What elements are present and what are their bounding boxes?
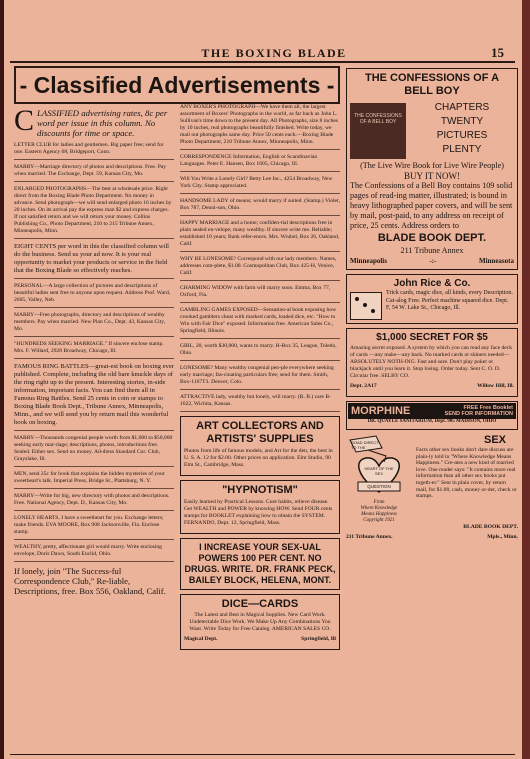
caption-from: From bbox=[373, 500, 385, 505]
dice-city: Springfield, Ill bbox=[301, 636, 336, 642]
sex-body: Facts other sex books don't dare discuss are plain-ly told in "Where Knowledge Means Happiness." Cre-ates a new kind of married love. One reader says: "It contains more real information than all other sex books put togeth-er." Sent in plain cover, by return mail, for $1.00, cash, money or-der, check or stamps. bbox=[416, 447, 517, 500]
classified-ad: MARRY—Write for big, new directory with photos and descriptions. Free. National Agency, Dept. D., Kansas City, Mo. bbox=[14, 493, 174, 511]
classified-ad: LONESOME? Many wealthy congenial peo-ple everywhere seeking early marriage; fas-cinating particulars free; send for them. Smith, Box-1167T3. Denver, Colo. bbox=[180, 365, 340, 390]
classified-ad: MARRY—Thousands congenial people worth from $1,000 to $50,000 seeking early mar-riage; descriptions, photos, introductions free. Sealed. Either sex. Send no money. Ad-dress Standard Cor. Club, Grayslake, Ill. bbox=[14, 435, 174, 467]
classified-banner: - Classified Advertisements - bbox=[14, 66, 340, 104]
classified-ad: ANY BOXER'S PHOTOGRAPH—We have them all, the largest assortment of Boxers' Photographs in the world, as far back as John L. Sullivan's time down to the present day. All Photographs, size 8 inches by 10 inches, real photographs beautifully finished. Write today, we mail out photographs same day. Price 50 cents each.—Boxing Blade Photo Department, 210 Tribune Annex, Minneapolis, Minn. bbox=[180, 104, 340, 150]
hypnotism-headline: "HYPNOTISM" bbox=[222, 484, 298, 496]
sexual-powers-ad bbox=[180, 538, 340, 590]
classified-ad: PERSONAL—A large collection of pictures and descriptions of beautiful ladies sent free to anyone upon request. Address Prof. Ward, 2605, Valley, Neb. bbox=[14, 283, 174, 308]
classified-ad: EIGHT CENTS per word in this the classified column will do the business. Send us your ad now. It is your real opportunity to market your products or service in the field that the Boxing Blade so effectively reaches. bbox=[14, 243, 174, 279]
dice-icon bbox=[350, 292, 382, 320]
running-header bbox=[4, 46, 522, 60]
page-number: 15 bbox=[491, 45, 504, 60]
classified-ad: MEN, send 25c for book that explains the hidden mysteries of your sweetheart's talk. Imperial Press, Bridge St., Plattsburg, N. Y. bbox=[14, 471, 174, 489]
john-rice-ad bbox=[346, 274, 518, 324]
caption-line-1: Where Knowledge bbox=[360, 506, 398, 511]
morphine-word: MORPHINE bbox=[351, 405, 411, 417]
secret-dept: Dept. 2A17 bbox=[350, 383, 377, 389]
classified-ad: HAPPY MARRIAGE and a home; confiden-tial descriptions free in plain sealed en-velope; many wealthy. If sincere write me. Reliable; established 10 years; Bank refer-ences. Mrs. Wrubel, Box 26, Oakland, Calif. bbox=[180, 220, 340, 252]
morphine-ad bbox=[346, 401, 518, 430]
heart-top-text: ROAD DIRECT TO THE bbox=[351, 440, 379, 450]
magazine-page bbox=[4, 0, 522, 759]
feature-pictures: PICTURES bbox=[436, 130, 488, 141]
secret-body: Amazing secret exposed. A system by which you can read any face deck of cards —any make—any back. No marked cards or shiners needed—ABSOLUTELY NOTH-ING. Fast and sure. Don't play poker or blackjack until you learn it. Stop losing. Order today. Sent C. O. D. Circular free. SELBY CO. bbox=[350, 345, 513, 379]
sexual-powers-text: I INCREASE YOUR SEX-UAL POWERS 100 PER CENT. NO DRUGS. WRITE. DR. FRANK PECK, BAILEY BLOCK, HELENA, MONT. bbox=[184, 542, 336, 585]
sex-city: Mpls., Minn. bbox=[487, 534, 518, 540]
classified-ad: WHY BE LONESOME? Correspond with our lady members. Names, addresses com-plete, $1.00. Cosmopolitan Club, Box 425-H, Venice, Calif. bbox=[180, 256, 340, 281]
caption-line-3: Copyright 1921 bbox=[363, 518, 395, 523]
city-sep: -:- bbox=[429, 257, 437, 265]
column-1 bbox=[14, 68, 174, 748]
classified-ad: LETTER CLUB for ladies and gentlemen. Big paper free; send for one. Eastern Agency 68, Bridgeport, Conn. bbox=[14, 142, 174, 160]
rates-intro bbox=[14, 104, 174, 138]
secret-ad bbox=[346, 328, 518, 397]
morphine-address: DR. QUAYLE SANITARIUM, Dept. 905 MADISON, OHIO bbox=[367, 419, 497, 424]
hypnotism-body: Easily learned by Practical Lessons. Cure habits, relieve disease. Get WEALTH and POWER by knowing HOW. Send FOUR cents stamps for BOOKLET explaining how to obtain the SYSTEM. FERNANDO, Dept. 12, Springfield, Mass. bbox=[184, 499, 333, 526]
book-cover-title: THE CONFESSIONS OF A BELL BOY bbox=[354, 113, 402, 125]
classified-ad: CORRESPONDENCE Information, English or Scandinavian Languages. Peter E. Hansen, Box 1605, Chicago, Ill. bbox=[180, 154, 340, 172]
page-edge bbox=[522, 0, 530, 759]
morphine-banner bbox=[348, 403, 516, 419]
magazine-title: THE BOXING BLADE bbox=[201, 46, 347, 60]
art-ad-body: Photos from life of famous models, and Art for the den, the best in U. S. A. 12 for $2.00. Other prices on application. Elm Studio, 90 Elm St., Cambridge, Mass. bbox=[184, 448, 333, 468]
dice-cards-body: The Latest and Best in Magical Supplies. New Card Work. Undetectable Dice Work. We Make Up Any Combinations You Want. Write Today for Free Catalog. AMERICAN SALES CO. bbox=[189, 612, 331, 632]
feature-chapters: CHAPTERS bbox=[434, 102, 490, 113]
sex-addr: 211 Tribune Annex. bbox=[346, 534, 393, 540]
bell-boy-buy: BUY IT NOW! bbox=[404, 171, 460, 181]
bell-boy-city bbox=[350, 256, 514, 266]
bell-boy-title: THE CONFESSIONS OF A BELL BOY bbox=[364, 72, 500, 97]
dice-cards-footer bbox=[184, 636, 336, 646]
sex-book-ad bbox=[346, 434, 518, 544]
city-left: Minneapolis bbox=[350, 257, 387, 265]
art-ad-headline: ART COLLECTORS AND ARTISTS' SUPPLIES bbox=[196, 420, 324, 445]
heart-illustration bbox=[346, 434, 412, 500]
classified-ad: MARRY—Marriage directory of photos and descriptions. Free. Pay when married. The Exchange, Dept. 59, Kansas City, Mo. bbox=[14, 164, 174, 182]
john-rice-headline: John Rice & Co. bbox=[393, 278, 471, 289]
sex-dept: BLADE BOOK DEPT. bbox=[463, 524, 518, 530]
column-2 bbox=[180, 104, 340, 748]
classified-ad: GIRL, 20, worth $30,000, wants to marry. H-Box 35, League, Toledo, Ohio. bbox=[180, 343, 340, 361]
bell-boy-feature bbox=[350, 101, 514, 161]
classified-ad: FAMOUS RING BATTLES—great-est book on boxing ever published. Complete, including the old bare knuckle days of the ring right up to the present. Interesting stories, in-side information, important facts. You can find them all in Famous Ring Battles. Send 25 cents in coin or stamps to Boxing Blade Book Dept., Tribune Annex, Minneapolis, Minn., and we will send you by return mail this wonderful book on boxing. bbox=[14, 363, 174, 431]
classified-ad: CHARMING WIDOW with farm will marry soon. Emma, Box 77, Oxford, Fla. bbox=[180, 285, 340, 303]
john-rice-body: Trick cards, magic dice, all kinds, every Description. Cat-alog Free. Perfect machine squared dice. Dept. F, 54 W. Lake St., Chicago, Ill. bbox=[386, 290, 513, 311]
classified-ad: WEALTHY, pretty, affectionate girl would marry. Write enclosing envelope, Doris Dawn, South Euclid, Ohio. bbox=[14, 544, 174, 562]
sex-footer bbox=[346, 534, 518, 544]
heart-caption bbox=[346, 500, 412, 524]
sex-headline: SEX bbox=[483, 434, 506, 446]
classified-ad: If lonely, join "The Success-ful Correspondence Club," Re-liable, Descriptions, free. Box 556, Oakland, Calif. bbox=[14, 566, 166, 596]
book-cover-image bbox=[350, 103, 406, 159]
classified-ad: MARRY—Free photographs, directory and descriptions of wealthy members. Pay when married. New Plan Co., Dept. 43, Kansas City, Mo. bbox=[14, 312, 174, 337]
hypnotism-ad bbox=[180, 480, 340, 534]
column-3 bbox=[346, 68, 518, 748]
classified-ad: "HUNDREDS SEEKING MARRIAGE." If sincere enclose stamp. Mrs. F. Willard, 2928 Broadway, Chicago, Ill. bbox=[14, 341, 174, 359]
classified-ad: HANDSOME LADY of means; would marry if suited. (Stamp.) Violet, Box 787, Denni-son, Ohio. bbox=[180, 198, 340, 216]
feature-plenty: PLENTY bbox=[442, 144, 482, 155]
classified-ad: Will You Write a Lonely Girl? Betty Lee Inc., 4254 Broadway, New York City. Stamp appreciated. bbox=[180, 176, 340, 194]
heart-mid-text: HEART OF THE SEX bbox=[364, 466, 394, 476]
city-right: Minneasota bbox=[478, 257, 514, 265]
header-rule bbox=[10, 61, 515, 63]
secret-city: Willow Hill, Ill. bbox=[477, 383, 514, 389]
feature-twenty: TWENTY bbox=[440, 116, 484, 127]
art-collectors-ad bbox=[180, 416, 340, 476]
secret-headline: $1,000 SECRET FOR $5 bbox=[376, 332, 488, 343]
dice-cards-ad bbox=[180, 594, 340, 650]
bell-boy-address: 211 Tribune Annex bbox=[400, 246, 464, 255]
classified-ad: ENLARGED PHOTOGRAPHS—The best at wholesale price. Right direct from the Boxing Blade Photo Department. No money in advance. Send photograph—we will send enlarged photo 16 inches by 20 inches. On its arrival pay the express man $2 and express charges. If not satisfied return and we will return your money. Collins Publishing Co., Photo Department, 210 to 215 Tribune Annex, Minneapolis, Minn. bbox=[14, 186, 174, 239]
classified-ad: GAMBLING GAMES EXPOSED—Sensation-al book exposing how crooked gamblers cheat with marked cards, loaded dice, etc. "How to Win with Fair Dice" exposed. Information free. American Sales Co., Springfield, Illinois. bbox=[180, 307, 340, 339]
heart-bottom-text: QUESTION bbox=[367, 484, 391, 489]
classified-ad: ATTRACTIVE lady, wealthy but lonely, will marry. (R. B.) care B-1022, Wichita, Kansas. bbox=[180, 394, 340, 412]
secret-footer bbox=[350, 383, 514, 393]
bell-boy-ad bbox=[346, 68, 518, 270]
bottom-rule bbox=[10, 754, 515, 755]
bell-boy-body: The Confessions of a Bell Boy contains 109 solid pages of read-ing matter, illustrated; is bound in heavy lithographed paper covers, and will be sent by mail, post-paid, to any address on receipt of price, 25 cents. Address orders to bbox=[350, 181, 513, 230]
classified-ad: LONELY HEARTS, I have a sweetheart for you. Exchange letters; make friends. EVA MOORE, Box 908 Jacksonville, Fla. Enclose stamp. bbox=[14, 515, 174, 540]
bell-boy-dept: BLADE BOOK DEPT. bbox=[377, 232, 487, 244]
morphine-free: FREE Free Booklet bbox=[463, 405, 513, 411]
rates-text: LASSIFIED advertising rates, 8c per word per issue in this column. No discounts for time or space. bbox=[37, 108, 168, 138]
dice-cards-headline: DICE—CARDS bbox=[221, 598, 299, 610]
dice-dept: Magical Dept. bbox=[184, 636, 218, 642]
morphine-info: SEND FOR INFORMATION bbox=[444, 411, 513, 417]
morphine-side bbox=[445, 405, 513, 417]
caption-line-2: Means Happiness bbox=[361, 512, 397, 517]
drop-cap: C bbox=[14, 104, 35, 137]
bell-boy-subtitle: (The Live Wire Book for Live Wire People) bbox=[360, 161, 504, 170]
